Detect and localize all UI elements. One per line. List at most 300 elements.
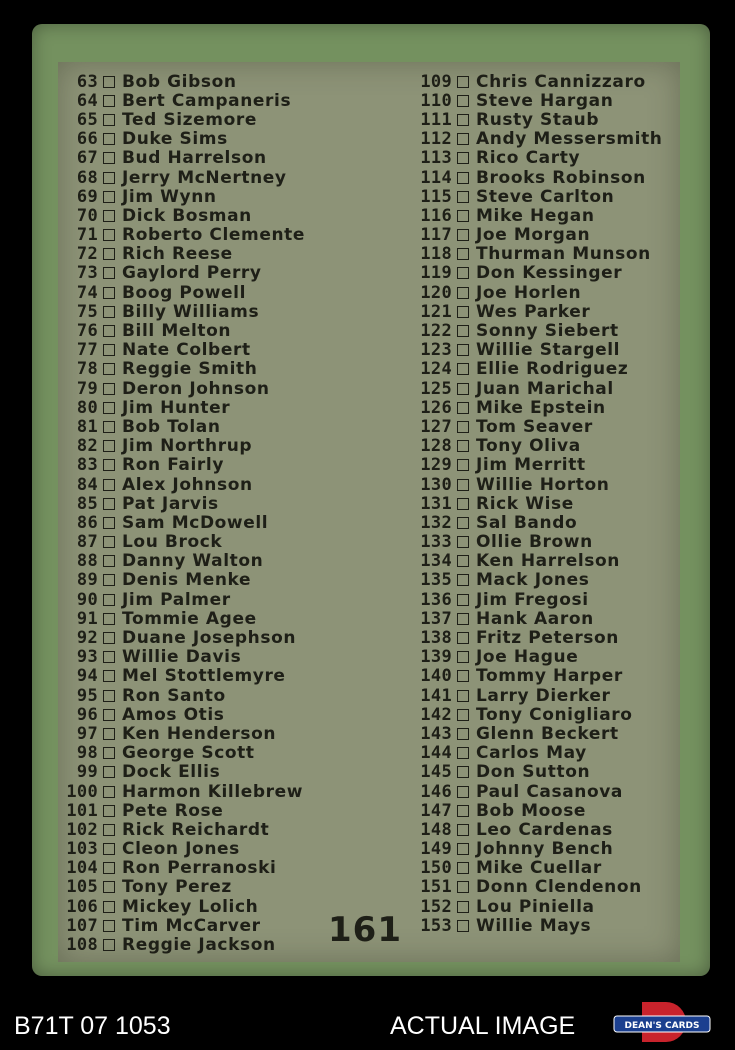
card-entry-number: 150 — [420, 858, 452, 879]
checklist-row — [64, 552, 305, 571]
card-entry-number: 69 — [76, 186, 98, 207]
checkbox[interactable] — [457, 555, 469, 567]
player-name: Ollie Brown — [476, 532, 593, 553]
player-name: Joe Hague — [476, 647, 579, 668]
checkbox[interactable] — [103, 651, 115, 663]
checklist-row — [64, 820, 305, 839]
checklist-row — [64, 897, 305, 916]
card-entry-number: 130 — [420, 474, 452, 495]
checkbox[interactable] — [457, 421, 469, 433]
card-entry-number: 110 — [420, 90, 452, 111]
checkbox[interactable] — [103, 459, 115, 471]
checkbox[interactable] — [103, 133, 115, 145]
card-entry-number: 121 — [420, 301, 452, 322]
checklist-row — [412, 379, 663, 398]
checkbox[interactable] — [457, 459, 469, 471]
checkbox[interactable] — [457, 114, 469, 126]
card-entry-number: 136 — [420, 589, 452, 610]
card-entry-number: 92 — [76, 628, 98, 649]
player-name: Willie Stargell — [476, 340, 621, 361]
checklist-row — [412, 187, 663, 206]
card-entry-number: 85 — [76, 493, 98, 514]
card-entry-number: 147 — [420, 800, 452, 821]
player-name: Deron Johnson — [122, 378, 270, 399]
checkbox[interactable] — [457, 306, 469, 318]
player-name: Bert Campaneris — [122, 90, 292, 111]
card-entry-number: 95 — [76, 685, 98, 706]
checkbox[interactable] — [103, 287, 115, 299]
checkbox[interactable] — [103, 805, 115, 817]
player-name: Rico Carty — [476, 148, 581, 169]
checklist-row — [64, 475, 305, 494]
checklist-row — [64, 801, 305, 820]
card-entry-number: 115 — [420, 186, 452, 207]
checkbox[interactable] — [103, 920, 115, 932]
checkbox[interactable] — [103, 248, 115, 260]
checklist-row — [412, 609, 663, 628]
checkbox[interactable] — [457, 594, 469, 606]
card-entry-number: 107 — [66, 915, 98, 936]
card-entry-number: 135 — [420, 570, 452, 591]
checkbox[interactable] — [457, 498, 469, 510]
card-entry-number: 113 — [420, 148, 452, 169]
player-name: Jim Palmer — [122, 589, 231, 610]
checkbox[interactable] — [457, 383, 469, 395]
checklist-right-column — [412, 72, 663, 935]
card-entry-number: 139 — [420, 647, 452, 668]
checkbox[interactable] — [457, 651, 469, 663]
player-name: Ellie Rodriguez — [476, 359, 629, 380]
checklist-row — [64, 763, 305, 782]
checklist-row — [412, 533, 663, 552]
player-name: Mike Hegan — [476, 205, 595, 226]
checkbox[interactable] — [457, 881, 469, 893]
checklist-row — [64, 168, 305, 187]
checklist-row — [412, 130, 663, 149]
checklist-row — [64, 398, 305, 417]
card-entry-number: 111 — [420, 109, 452, 130]
card-entry-number: 78 — [76, 359, 98, 380]
checklist-row — [412, 648, 663, 667]
player-name: Rick Wise — [476, 493, 574, 514]
card-entry-number: 98 — [76, 743, 98, 764]
player-name: Don Kessinger — [476, 263, 623, 284]
checkbox[interactable] — [103, 95, 115, 107]
player-name: Roberto Clemente — [122, 225, 306, 246]
checkbox[interactable] — [457, 229, 469, 241]
card-entry-number: 148 — [420, 819, 452, 840]
checkbox[interactable] — [103, 152, 115, 164]
checkbox[interactable] — [103, 709, 115, 721]
checkbox[interactable] — [457, 690, 469, 702]
checklist-row — [64, 494, 305, 513]
checkbox[interactable] — [103, 786, 115, 798]
player-name: Ron Perranoski — [122, 858, 277, 879]
checkbox[interactable] — [103, 498, 115, 510]
player-name: Dick Bosman — [122, 205, 252, 226]
checkbox[interactable] — [457, 613, 469, 625]
player-name: Jim Hunter — [122, 397, 231, 418]
checkbox[interactable] — [457, 344, 469, 356]
player-name: Carlos May — [476, 743, 587, 764]
checkbox[interactable] — [103, 574, 115, 586]
card-entry-number: 63 — [76, 71, 98, 92]
card-entry-number: 103 — [66, 839, 98, 860]
card-entry-number: 106 — [66, 896, 98, 917]
player-name: Hank Aaron — [476, 608, 594, 629]
checkbox[interactable] — [103, 555, 115, 567]
card-entry-number: 74 — [76, 282, 98, 303]
checkbox[interactable] — [103, 594, 115, 606]
checkbox[interactable] — [457, 536, 469, 548]
player-name: Thurman Munson — [476, 244, 651, 265]
card-entry-number: 72 — [76, 244, 98, 265]
checkbox[interactable] — [103, 824, 115, 836]
checkbox[interactable] — [457, 402, 469, 414]
checkbox[interactable] — [457, 786, 469, 798]
card-entry-number: 144 — [420, 743, 452, 764]
checklist-row — [412, 283, 663, 302]
card-entry-number: 126 — [420, 397, 452, 418]
player-name: Mike Epstein — [476, 397, 606, 418]
card-entry-number: 125 — [420, 378, 452, 399]
player-name: Bob Gibson — [122, 71, 237, 92]
checklist-row — [64, 321, 305, 340]
checklist-row — [412, 878, 663, 897]
checklist-row — [64, 149, 305, 168]
checkbox[interactable] — [103, 881, 115, 893]
checklist-row — [64, 456, 305, 475]
checklist-row — [412, 264, 663, 283]
card-entry-number: 114 — [420, 167, 452, 188]
player-name: Joe Morgan — [476, 225, 591, 246]
checkbox[interactable] — [457, 172, 469, 184]
player-name: Willie Davis — [122, 647, 242, 668]
checkbox[interactable] — [457, 824, 469, 836]
checklist-row — [64, 667, 305, 686]
checklist-row — [64, 360, 305, 379]
checkbox[interactable] — [457, 766, 469, 778]
checklist-row — [412, 859, 663, 878]
player-name: Tommy Harper — [476, 666, 623, 687]
checklist-row — [412, 417, 663, 436]
checkbox[interactable] — [103, 766, 115, 778]
checkbox[interactable] — [457, 517, 469, 529]
card-entry-number: 109 — [420, 71, 452, 92]
checkbox[interactable] — [103, 267, 115, 279]
card-code-caption: B71T 07 1053 — [14, 1012, 171, 1040]
card-entry-number: 67 — [76, 148, 98, 169]
card-entry-number: 149 — [420, 839, 452, 860]
player-name: Harmon Killebrew — [122, 781, 304, 802]
checklist-row — [64, 72, 305, 91]
player-name: Steve Carlton — [476, 186, 615, 207]
player-name: Dock Ellis — [122, 762, 221, 783]
checklist-row — [64, 744, 305, 763]
card-entry-number: 123 — [420, 340, 452, 361]
checkbox[interactable] — [103, 632, 115, 644]
player-name: Nate Colbert — [122, 340, 251, 361]
card-entry-number: 134 — [420, 551, 452, 572]
checkbox[interactable] — [103, 613, 115, 625]
card-entry-number: 84 — [76, 474, 98, 495]
checklist-row — [412, 705, 663, 724]
checklist-row — [64, 91, 305, 110]
player-name: Leo Cardenas — [476, 819, 613, 840]
player-name: Tony Oliva — [476, 436, 581, 457]
card-entry-number: 102 — [66, 819, 98, 840]
checklist-row — [64, 302, 305, 321]
checklist-row — [64, 648, 305, 667]
checklist-row — [412, 302, 663, 321]
checklist-row — [64, 859, 305, 878]
checkbox[interactable] — [457, 862, 469, 874]
actual-image-caption: ACTUAL IMAGE — [390, 1012, 576, 1040]
card-entry-number: 100 — [66, 781, 98, 802]
checkbox[interactable] — [457, 440, 469, 452]
player-name: Mike Cuellar — [476, 858, 602, 879]
checklist-row — [64, 935, 305, 954]
checklist-row — [64, 110, 305, 129]
checkbox[interactable] — [103, 479, 115, 491]
checkbox[interactable] — [457, 76, 469, 88]
checklist-row — [412, 513, 663, 532]
player-name: Reggie Smith — [122, 359, 258, 380]
checklist-row — [64, 437, 305, 456]
player-name: Willie Horton — [476, 474, 610, 495]
player-name: Jim Wynn — [122, 186, 217, 207]
card-entry-number: 108 — [66, 935, 98, 956]
player-name: Lou Piniella — [476, 896, 595, 917]
checklist-row — [64, 628, 305, 647]
checklist-row — [412, 916, 663, 935]
checklist-row — [412, 341, 663, 360]
player-name: Jim Fregosi — [476, 589, 589, 610]
checkbox[interactable] — [103, 939, 115, 951]
checkbox[interactable] — [457, 574, 469, 586]
checklist-row — [412, 149, 663, 168]
checklist-row — [412, 437, 663, 456]
player-name: Sam McDowell — [122, 512, 269, 533]
player-name: Tim McCarver — [122, 915, 261, 936]
checkbox[interactable] — [457, 152, 469, 164]
card-entry-number: 76 — [76, 321, 98, 342]
player-name: Fritz Peterson — [476, 628, 620, 649]
player-name: Joe Horlen — [476, 282, 582, 303]
card-entry-number: 66 — [76, 129, 98, 150]
card-entry-number: 101 — [66, 800, 98, 821]
checkbox[interactable] — [103, 517, 115, 529]
card-entry-number: 153 — [420, 915, 452, 936]
player-name: Ken Henderson — [122, 723, 277, 744]
checklist-row — [64, 590, 305, 609]
player-name: Sal Bando — [476, 512, 578, 533]
checklist-row — [64, 878, 305, 897]
checkbox[interactable] — [457, 210, 469, 222]
player-name: Danny Walton — [122, 551, 264, 572]
checkbox[interactable] — [457, 479, 469, 491]
checkbox[interactable] — [103, 747, 115, 759]
checkbox[interactable] — [457, 133, 469, 145]
checkbox[interactable] — [103, 325, 115, 337]
checkbox[interactable] — [457, 632, 469, 644]
checklist-row — [64, 840, 305, 859]
checkbox[interactable] — [457, 728, 469, 740]
player-name: Lou Brock — [122, 532, 223, 553]
checklist-row — [412, 91, 663, 110]
card-entry-number: 112 — [420, 129, 452, 150]
player-name: Reggie Jackson — [122, 935, 276, 956]
checklist-row — [64, 245, 305, 264]
card-entry-number: 124 — [420, 359, 452, 380]
player-name: Wes Parker — [476, 301, 591, 322]
checkbox[interactable] — [457, 920, 469, 932]
checklist-row — [412, 494, 663, 513]
player-name: Bob Tolan — [122, 416, 221, 437]
player-name: Mack Jones — [476, 570, 590, 591]
checklist-row — [64, 264, 305, 283]
checkbox[interactable] — [103, 306, 115, 318]
card-entry-number: 116 — [420, 205, 452, 226]
player-name: Bud Harrelson — [122, 148, 267, 169]
checklist-row — [64, 609, 305, 628]
checkbox[interactable] — [103, 843, 115, 855]
checkbox[interactable] — [103, 862, 115, 874]
card-entry-number: 117 — [420, 225, 452, 246]
checkbox[interactable] — [457, 901, 469, 913]
checkbox[interactable] — [457, 267, 469, 279]
checklist-row — [64, 417, 305, 436]
player-name: Ron Fairly — [122, 455, 224, 476]
player-name: Brooks Robinson — [476, 167, 646, 188]
card-entry-number: 137 — [420, 608, 452, 629]
card-entry-number: 81 — [76, 416, 98, 437]
checkbox[interactable] — [457, 363, 469, 375]
checklist-row — [64, 782, 305, 801]
checkbox[interactable] — [103, 421, 115, 433]
checkbox[interactable] — [103, 383, 115, 395]
player-name: Pete Rose — [122, 800, 224, 821]
checkbox[interactable] — [103, 901, 115, 913]
checkbox[interactable] — [103, 440, 115, 452]
player-name: Ken Harrelson — [476, 551, 620, 572]
card-entry-number: 133 — [420, 532, 452, 553]
checkbox[interactable] — [457, 843, 469, 855]
card-entry-number: 143 — [420, 723, 452, 744]
card-entry-number: 83 — [76, 455, 98, 476]
checklist-row — [412, 686, 663, 705]
checkbox[interactable] — [103, 670, 115, 682]
player-name: Willie Mays — [476, 915, 592, 936]
checklist-row — [412, 667, 663, 686]
checkbox[interactable] — [457, 325, 469, 337]
card-entry-number: 88 — [76, 551, 98, 572]
card-entry-number: 105 — [66, 877, 98, 898]
card-entry-number: 77 — [76, 340, 98, 361]
checkbox[interactable] — [457, 287, 469, 299]
checklist-row — [64, 916, 305, 935]
checkbox[interactable] — [103, 114, 115, 126]
player-name: Paul Casanova — [476, 781, 623, 802]
player-name: Jerry McNertney — [122, 167, 287, 188]
card-entry-number: 119 — [420, 263, 452, 284]
checklist-row — [412, 552, 663, 571]
card-entry-number: 90 — [76, 589, 98, 610]
checklist-row — [64, 513, 305, 532]
checklist-row — [412, 801, 663, 820]
checkbox[interactable] — [103, 344, 115, 356]
checkbox[interactable] — [457, 670, 469, 682]
checkbox[interactable] — [457, 805, 469, 817]
card-entry-number: 118 — [420, 244, 452, 265]
player-name: Jim Northrup — [122, 436, 253, 457]
player-name: Larry Dierker — [476, 685, 611, 706]
card-entry-number: 97 — [76, 723, 98, 744]
card-entry-number: 104 — [66, 858, 98, 879]
checklist-row — [64, 533, 305, 552]
checkbox[interactable] — [103, 363, 115, 375]
checkbox[interactable] — [457, 191, 469, 203]
checklist-row — [412, 245, 663, 264]
checkbox[interactable] — [457, 248, 469, 260]
checklist-row — [412, 590, 663, 609]
player-name: Tony Perez — [122, 877, 232, 898]
checklist-row — [412, 456, 663, 475]
player-name: Juan Marichal — [476, 378, 614, 399]
player-name: Billy Williams — [122, 301, 260, 322]
card-entry-number: 79 — [76, 378, 98, 399]
checkbox[interactable] — [103, 690, 115, 702]
checkbox[interactable] — [103, 76, 115, 88]
checklist-row — [64, 724, 305, 743]
checkbox[interactable] — [103, 229, 115, 241]
player-name: Glenn Beckert — [476, 723, 619, 744]
checkbox[interactable] — [103, 536, 115, 548]
player-name: Bob Moose — [476, 800, 587, 821]
checklist-row — [412, 168, 663, 187]
logo-text: DEAN'S CARDS — [624, 1021, 700, 1031]
player-name: Amos Otis — [122, 704, 225, 725]
checklist-row — [412, 897, 663, 916]
checkbox[interactable] — [457, 95, 469, 107]
checkbox[interactable] — [457, 709, 469, 721]
checkbox[interactable] — [103, 210, 115, 222]
player-name: Johnny Bench — [476, 839, 614, 860]
card-entry-number: 64 — [76, 90, 98, 111]
card-entry-number: 128 — [420, 436, 452, 457]
card-entry-number: 132 — [420, 512, 452, 533]
card-entry-number: 93 — [76, 647, 98, 668]
player-name: Sonny Siebert — [476, 321, 619, 342]
player-name: Cleon Jones — [122, 839, 240, 860]
card-entry-number: 86 — [76, 512, 98, 533]
player-name: Rich Reese — [122, 244, 233, 265]
card-entry-number: 82 — [76, 436, 98, 457]
card-entry-number: 129 — [420, 455, 452, 476]
checkbox[interactable] — [457, 747, 469, 759]
player-name: Rusty Staub — [476, 109, 600, 130]
card-entry-number: 99 — [76, 762, 98, 783]
card-entry-number: 131 — [420, 493, 452, 514]
checkbox[interactable] — [103, 191, 115, 203]
checklist-row — [412, 226, 663, 245]
checklist-row — [412, 360, 663, 379]
checklist-left-column — [64, 72, 305, 955]
checkbox[interactable] — [103, 172, 115, 184]
checkbox[interactable] — [103, 728, 115, 740]
checkbox[interactable] — [103, 402, 115, 414]
player-name: Tom Seaver — [476, 416, 593, 437]
